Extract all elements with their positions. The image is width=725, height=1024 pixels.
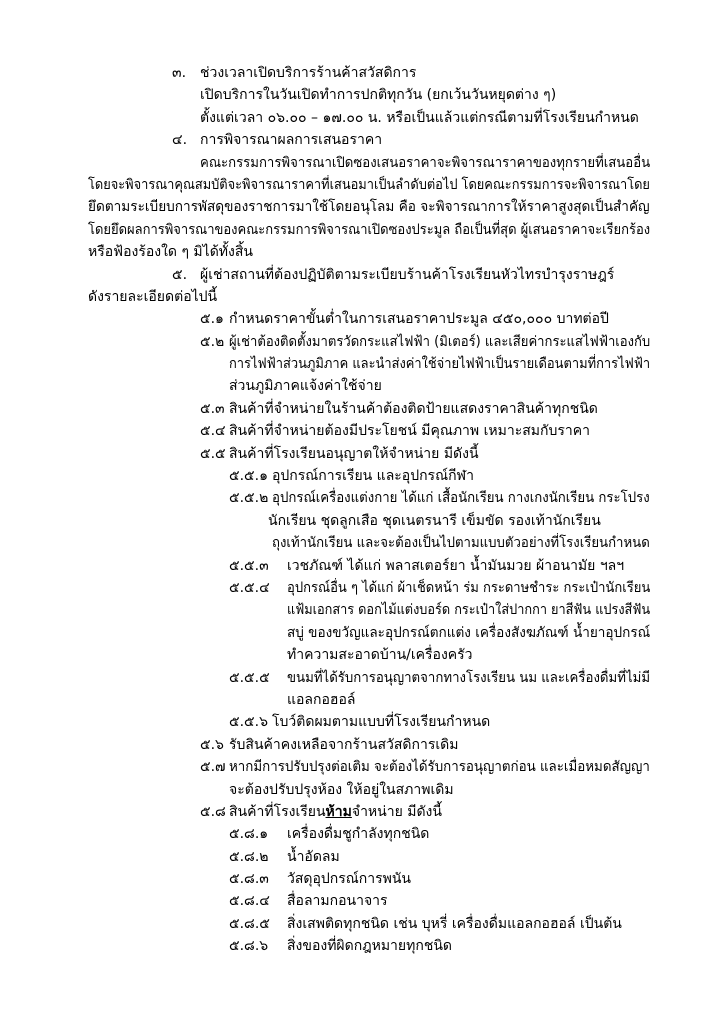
sub-list-item-number: ๕.๘.๓ <box>229 871 269 888</box>
list-item-text: สินค้าที่จำหน่ายต้องมีประโยชน์ มีคุณภาพ เหมาะสมกับราคา <box>229 423 590 440</box>
sub-list-item <box>0 913 725 935</box>
paragraph-line <box>0 241 725 263</box>
paragraph-text: เปิดบริการในวันเปิดทำการปกติทุกวัน (ยกเว้นวันหยุดต่าง ๆ) <box>200 87 557 104</box>
paragraph-text: ยึดตามระเบียบการพัสดุของราชการมาใช้โดยอนุโลม คือ จะพิจารณาการให้ราคาสูงสุดเป็นสำคัญ <box>88 199 650 216</box>
paragraph-line <box>0 84 725 106</box>
sub-list-item <box>0 465 725 487</box>
paragraph-line <box>0 219 725 241</box>
list-item-text: ส่วนภูมิภาคแจ้งค่าใช้จ่าย <box>229 378 382 395</box>
paragraph-text: คณะกรรมการพิจารณาเปิดซองเสนอราคาจะพิจารณาราคาของทุกรายที่เสนออื่น <box>200 154 651 171</box>
sub-list-item-number: ๕.๘.๖ <box>229 938 269 955</box>
prohibited-emphasis: ห้าม <box>325 803 352 820</box>
sub-list-item-number: ๕.๘.๑ <box>229 826 269 843</box>
sub-list-item-text: ทำความสะอาดบ้าน/เครื่องครัว <box>287 647 473 664</box>
sub-list-item-text: นักเรียน ชุดลูกเสือ ชุดเนตรนารี เข็มขัด รองเท้านักเรียน <box>268 512 601 529</box>
list-item-continuation <box>0 353 725 375</box>
list-item-text: รับสินค้าคงเหลือจากร้านสวัสดิการเดิม <box>229 736 459 753</box>
sub-list-item-number: ๕.๕.๑ <box>229 468 268 485</box>
list-item-continuation <box>0 375 725 397</box>
list-item-number: ๕.๗ <box>200 759 226 776</box>
paragraph-text: โดยยึดผลการพิจารณาของคณะกรรมการพิจารณาเปิดซองประมูล ถือเป็นที่สุด ผู้เสนอราคาจะเรียกร้อง <box>88 221 651 238</box>
sub-list-item-number: ๕.๕.๖ <box>229 714 268 731</box>
list-item <box>0 756 725 778</box>
sub-list-item-text: น้ำอัดลม <box>287 848 340 865</box>
sub-list-item-number: ๕.๕.๓ <box>229 557 269 574</box>
sub-list-item <box>0 711 725 733</box>
section-number: ๔. <box>172 132 188 149</box>
section-title: การพิจารณาผลการเสนอราคา <box>200 132 383 149</box>
sub-list-item-text: สิ่งของที่ผิดกฎหมายทุกชนิด <box>287 938 452 955</box>
sub-list-item-text: เครื่องดื่มชูกำลังทุกชนิด <box>287 826 430 843</box>
section-title: ผู้เช่าสถานที่ต้องปฏิบัติตามระเบียบร้านค้าโรงเรียนหัวไทรบำรุงราษฎร์ <box>200 266 615 283</box>
sub-list-item-text: อุปกรณ์เครื่องแต่งกาย ได้แก่ เสื้อนักเรียน กางเกงนักเรียน กระโปรง <box>272 490 650 507</box>
list-item <box>0 420 725 442</box>
sub-list-item-continuation <box>0 644 725 666</box>
title-after-text: จำหน่าย มีดังนี้ <box>351 803 442 820</box>
sub-list-item <box>0 487 725 509</box>
list-item <box>0 443 725 465</box>
list-item-number: ๕.๓ <box>200 400 225 417</box>
list-item-text: ผู้เช่าต้องติดตั้งมาตรวัดกระแสไฟฟ้า (มิเตอร์) และเสียค่ากระแสไฟฟ้าเองกับ <box>229 333 651 350</box>
sub-list-item-continuation <box>0 622 725 644</box>
title-before-text: สินค้าที่โรงเรียน <box>229 803 326 820</box>
list-item-text: จะต้องปรับปรุงห้อง ให้อยู่ในสภาพเดิม <box>229 781 454 798</box>
sub-list-item-text: แฟ้มเอกสาร ดอกไม้แต่งบอร์ด กระเป๋าใส่ปากกา ยาสีฟัน แปรงสีฟัน <box>287 602 651 619</box>
section-title-continuation: ดังรายละเอียดต่อไปนี้ <box>88 288 218 305</box>
paragraph-line <box>0 174 725 196</box>
list-item-text: การไฟฟ้าส่วนภูมิภาค และนำส่งค่าใช้จ่ายไฟฟ้าเป็นรายเดือนตามที่การไฟฟ้า <box>229 356 651 373</box>
list-item-number: ๕.๖ <box>200 736 224 753</box>
section-number: ๓. <box>172 65 187 81</box>
list-item-number: ๕.๔ <box>200 423 226 440</box>
sub-list-item <box>0 935 725 957</box>
list-item-number: ๕.๑ <box>200 311 224 328</box>
sub-list-item-text: เวชภัณฑ์ ได้แก่ พลาสเตอร์ยา น้ำมันมวย ผ้าอนามัย ฯลฯ <box>287 557 625 574</box>
sub-list-item <box>0 555 725 577</box>
list-item-continuation <box>0 779 725 801</box>
document-body <box>0 62 725 958</box>
paragraph-line <box>0 107 725 129</box>
paragraph-line <box>0 286 725 308</box>
sub-list-item <box>0 868 725 890</box>
list-item-text: สินค้าที่จำหน่ายในร้านค้าต้องติดป้ายแสดงราคาสินค้าทุกชนิด <box>229 400 598 417</box>
sub-list-item-continuation <box>0 510 725 532</box>
sub-list-item-continuation <box>0 599 725 621</box>
sub-list-item-text: ถุงเท้านักเรียน และจะต้องเป็นไปตามแบบตัวอย่างที่โรงเรียนกำหนด <box>272 535 650 552</box>
sub-list-item-text: วัสดุอุปกรณ์การพนัน <box>287 871 412 888</box>
list-item <box>0 801 725 823</box>
sub-list-item-number: ๕.๕.๕ <box>229 669 270 686</box>
list-item-number: ๕.๕ <box>200 445 226 462</box>
list-item-text <box>229 801 442 823</box>
sub-list-item-continuation <box>0 532 725 554</box>
sub-list-item-number: ๕.๕.๔ <box>229 579 270 596</box>
sub-list-item <box>0 890 725 912</box>
paragraph-text: หรือฟ้องร้องใด ๆ มิได้ทั้งสิ้น <box>88 244 253 261</box>
section-title: ช่วงเวลาเปิดบริการร้านค้าสวัสดิการ <box>200 65 417 81</box>
paragraph-line <box>0 152 725 174</box>
sub-list-item-text: สบู่ ของขวัญและอุปกรณ์ตกแต่ง เครื่องสังฆภัณฑ์ น้ำยาอุปกรณ์ <box>287 624 651 641</box>
sub-list-item-number: ๕.๘.๔ <box>229 893 270 910</box>
paragraph-line <box>0 196 725 218</box>
list-item-text: สินค้าที่โรงเรียนอนุญาตให้จำหน่าย มีดังนี้ <box>229 445 479 462</box>
sub-list-item <box>0 823 725 845</box>
sub-list-item-text: อุปกรณ์อื่น ๆ ได้แก่ ผ้าเช็ดหน้า ร่ม กระดาษชำระ กระเป๋านักเรียน <box>287 579 651 596</box>
sub-list-item-continuation <box>0 689 725 711</box>
sub-list-item <box>0 577 725 599</box>
sub-list-item-text: สื่อลามกอนาจาร <box>287 893 388 910</box>
sub-list-item-text: แอลกอฮอล์ <box>287 691 356 708</box>
list-item-number: ๕.๘ <box>200 803 226 820</box>
section-3-heading <box>0 62 725 84</box>
sub-list-item <box>0 846 725 868</box>
list-item <box>0 308 725 330</box>
sub-list-item-text: สิ่งเสพติดทุกชนิด เช่น บุหรี่ เครื่องดื่มแอลกอฮอล์ เป็นต้น <box>287 915 622 932</box>
list-item <box>0 734 725 756</box>
section-number: ๕. <box>172 266 188 283</box>
section-4-heading <box>0 129 725 151</box>
paragraph-text: ตั้งแต่เวลา ๐๖.๐๐ – ๑๗.๐๐ น. หรือเป็นแล้วแต่กรณีตามที่โรงเรียนกำหนด <box>200 109 639 126</box>
sub-list-item-text: อุปกรณ์การเรียน และอุปกรณ์กีฬา <box>272 468 474 485</box>
sub-list-item <box>0 667 725 689</box>
list-item-text: หากมีการปรับปรุงต่อเติม จะต้องได้รับการอนุญาตก่อน และเมื่อหมดสัญญา <box>229 759 650 776</box>
sub-list-item-number: ๕.๘.๕ <box>229 915 270 932</box>
sub-list-item-number: ๕.๘.๒ <box>229 848 269 865</box>
sub-list-item-text: โบว์ติดผมตามแบบที่โรงเรียนกำหนด <box>272 714 491 731</box>
list-item-text: กำหนดราคาขั้นต่ำในการเสนอราคาประมูล ๔๕๐,๐๐๐ บาทต่อปี <box>229 311 609 328</box>
list-item-number: ๕.๒ <box>200 333 225 350</box>
paragraph-text: โดยจะพิจารณาคุณสมบัติจะพิจารณาราคาที่เสนอมาเป็นลำดับต่อไป โดยคณะกรรมการจะพิจารณาโดย <box>88 176 650 193</box>
list-item <box>0 398 725 420</box>
list-item <box>0 331 725 353</box>
sub-list-item-number: ๕.๕.๒ <box>229 490 269 507</box>
section-5-heading <box>0 264 725 286</box>
sub-list-item-text: ขนมที่ได้รับการอนุญาตจากทางโรงเรียน นม และเครื่องดื่มที่ไม่มี <box>287 669 651 686</box>
